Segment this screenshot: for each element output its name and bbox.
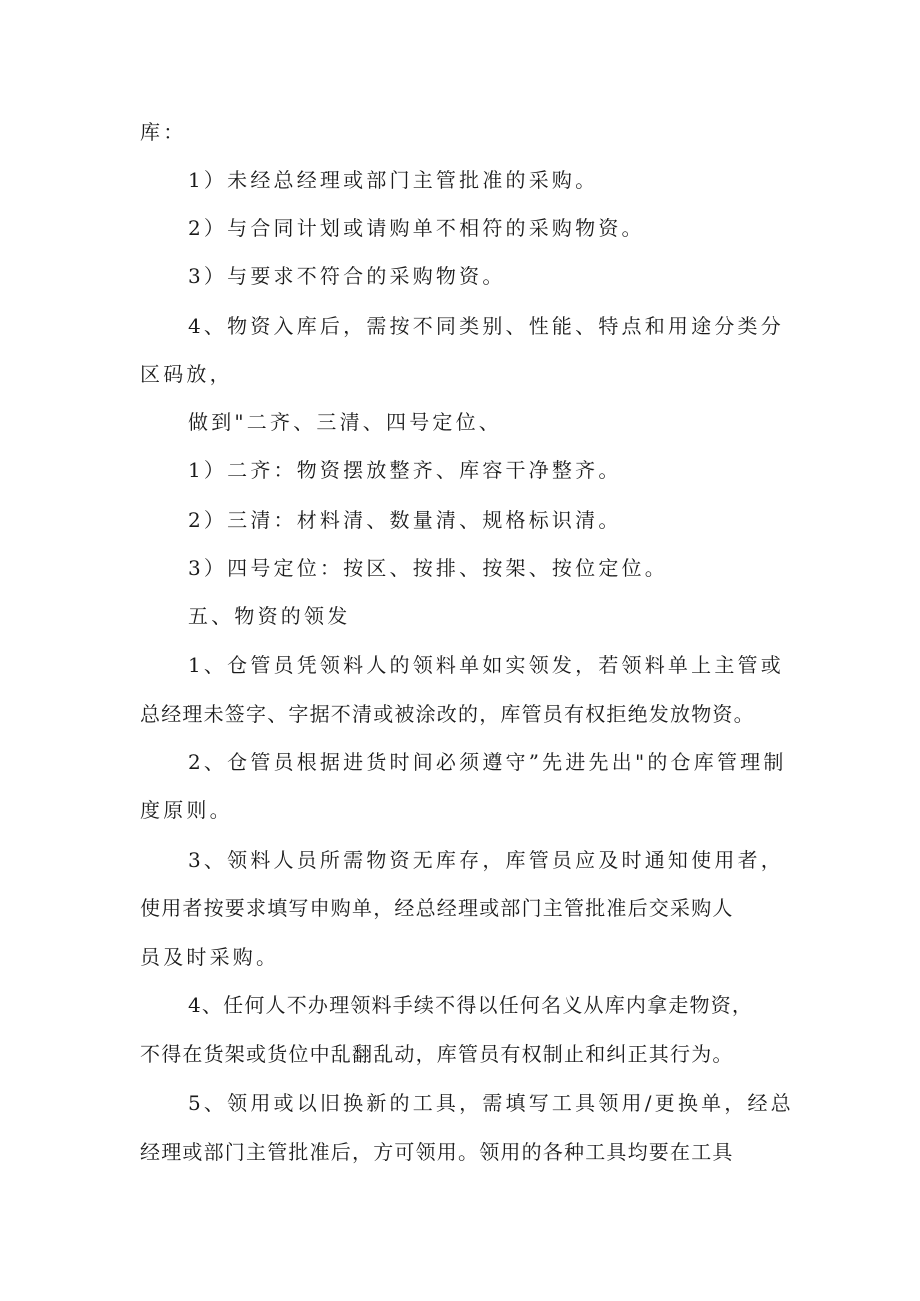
text-line: 做到"二齐、三清、四号定位、: [188, 410, 502, 434]
text-line: 区码放，: [140, 362, 233, 386]
text-line: 2）三清：材料清、数量清、规格标识清。: [188, 508, 622, 532]
text-line: 1）未经总经理或部门主管批准的采购。: [188, 168, 599, 192]
text-line: 使用者按要求填写申购单，经总经理或部门主管批准后交采购人: [140, 896, 734, 920]
text-line: 4、任何人不办理领料手续不得以任何名义从库内拿走物资，: [188, 993, 754, 1017]
text-line: 3）与要求不符合的采购物资。: [188, 264, 506, 288]
text-line: 度原则。: [140, 798, 233, 822]
text-line: 1）二齐：物资摆放整齐、库容干净整齐。: [188, 458, 622, 482]
text-line: 员及时采购。: [140, 945, 280, 969]
text-line: 总经理未签字、字据不清或被涂改的，库管员有权拒绝发放物资。: [140, 702, 755, 726]
text-line: 4、物资入库后，需按不同类别、性能、特点和用途分类分: [188, 314, 784, 338]
text-line: 1、仓管员凭领料人的领料单如实领发，若领料单上主管或: [188, 653, 784, 677]
text-line: 经理或部门主管批准后，方可领用。领用的各种工具均要在工具: [140, 1140, 734, 1164]
text-line: 2）与合同计划或请购单不相符的采购物资。: [188, 216, 645, 240]
text-line: 3）四号定位：按区、按排、按架、按位定位。: [188, 556, 668, 580]
section-heading: 五、物资的领发: [188, 604, 351, 628]
text-line: 不得在货架或货位中乱翻乱动，库管员有权制止和纠正其行为。: [140, 1042, 734, 1066]
text-line: 库：: [140, 120, 187, 144]
text-line: 5、领用或以旧换新的工具，需填写工具领用/更换单，经总: [188, 1091, 794, 1115]
text-line: 3、领料人员所需物资无库存，库管员应及时通知使用者，: [188, 848, 784, 872]
text-line: 2、仓管员根据进货时间必须遵守”先进先出"的仓库管理制: [188, 750, 787, 774]
